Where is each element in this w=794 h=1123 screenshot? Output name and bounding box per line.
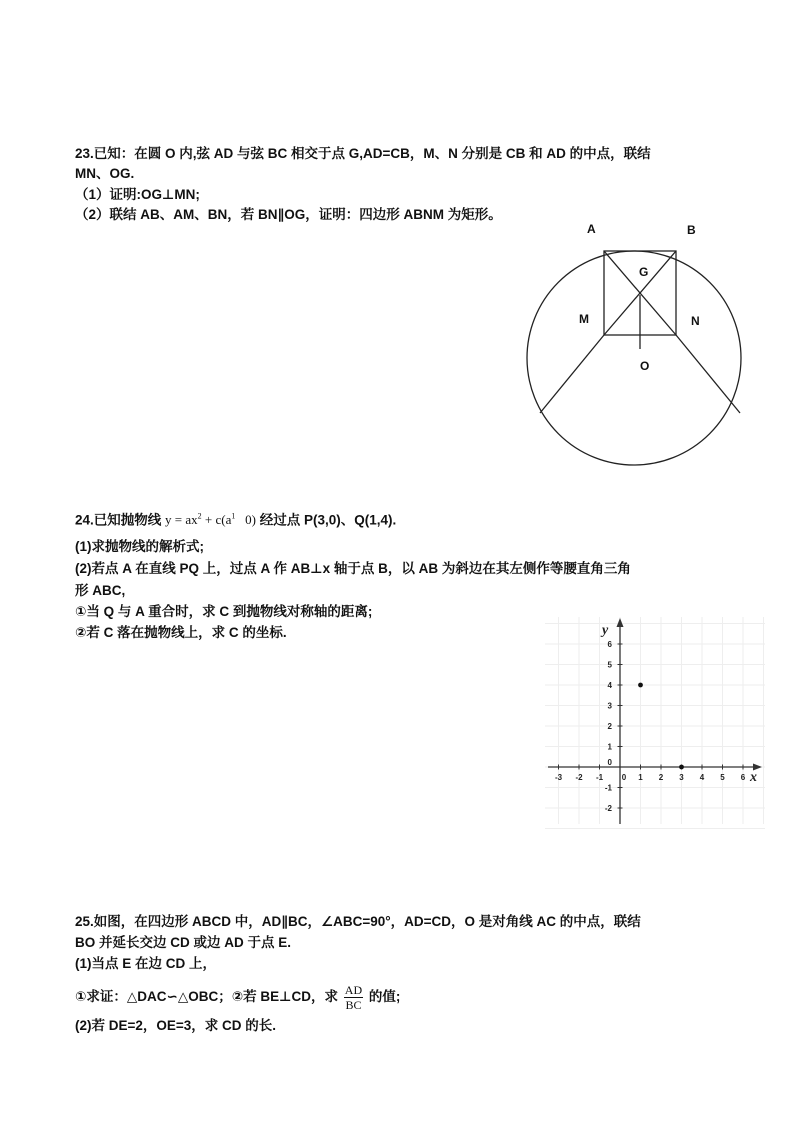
q23-line-1: 23.已知：在圆 O 内,弦 AD 与弦 BC 相交于点 G,AD=CB，M、N 分别是 CB 和 AD 的中点，联结 (75, 146, 651, 161)
label-o: O (640, 359, 650, 373)
q24-sub-1: ①当 Q 与 A 重合时，求 C 到抛物线对称轴的距离; (75, 604, 373, 619)
y-tick-label: 0 (607, 758, 612, 767)
q24-part-2: (2)若点 A 在直线 PQ 上，过点 A 作 AB⊥x 轴于点 B，以 AB 为斜边在其左侧作等腰直角三角 (75, 561, 631, 576)
x-tick-label: 5 (720, 773, 725, 782)
q25-part-2: (2)若 DE=2，OE=3，求 CD 的长. (75, 1018, 277, 1033)
q24-line-1 (75, 508, 396, 529)
x-tick-label: -2 (575, 773, 583, 782)
q23-part-2: （2）联结 AB、AM、BN，若 BN∥OG，证明：四边形 ABNM 为矩形。 (75, 207, 502, 222)
q23-line-2: MN、OG. (75, 166, 135, 181)
q24-part-1: (1)求抛物线的解析式; (75, 539, 204, 554)
x-tick-label: -3 (554, 773, 563, 782)
q24-prefix: 24.已知抛物线 (75, 512, 162, 528)
label-b: B (687, 223, 696, 237)
q25-part-1: (1)当点 E 在边 CD 上， (75, 956, 217, 971)
coordinate-plane (540, 612, 770, 832)
q25-line-2: BO 并延长交边 CD 或边 AD 于点 E. (75, 935, 292, 950)
x-tick-label: 1 (638, 773, 643, 782)
y-tick-label: -2 (604, 804, 612, 813)
q23-part-1: （1）证明:OG⊥MN; (75, 187, 200, 202)
fraction-ad-over-bc: $\frac{AD}{BC}$ (344, 983, 363, 1012)
label-n: N (691, 314, 700, 328)
y-tick-label: 5 (607, 660, 612, 670)
q25-sub-1: ①求证：△DAC∽△OBC；②若 BE⊥CD，求 $\frac{AD}{BC}$ 的值; (75, 983, 401, 1012)
parabola-formula: $y = ax^2 + c(a^1$ 0) (165, 512, 256, 528)
circle-o (527, 251, 741, 465)
label-a: A (587, 222, 596, 236)
q25-line-1: 25.如图，在四边形 ABCD 中，AD∥BC，∠ABC=90°，AD=CD，O 是对角线 AC 的中点，联结 (75, 914, 641, 929)
chord-a-to-lower-left (540, 335, 604, 413)
y-tick-label: 4 (607, 681, 612, 690)
x-tick-label: 6 (740, 773, 746, 782)
data-point (679, 765, 684, 770)
q24-line-4: 形 ABC, (75, 583, 126, 598)
y-tick-label: -1 (604, 783, 612, 793)
y-axis-label: y (602, 623, 609, 638)
q24-sub-2: ②若 C 落在抛物线上，求 C 的坐标. (75, 625, 287, 640)
x-tick-label: -1 (595, 773, 604, 782)
q24-suffix: 经过点 P(3,0)、Q(1,4). (259, 512, 397, 528)
x-tick-label: 4 (699, 773, 705, 782)
x-tick-label: 0 (621, 773, 627, 782)
label-g: G (639, 265, 649, 279)
y-tick-label: 6 (607, 640, 612, 649)
y-tick-label: 1 (607, 742, 612, 752)
chord-b-to-lower-right (676, 335, 740, 413)
y-axis-arrow (617, 618, 624, 627)
y-tick-label: 3 (607, 701, 612, 711)
x-tick-label: 2 (658, 773, 664, 782)
x-tick-label: 3 (679, 773, 684, 782)
data-point (638, 683, 643, 688)
label-m: M (579, 312, 589, 326)
y-tick-label: 2 (607, 722, 612, 731)
x-axis-label: x (750, 770, 757, 785)
